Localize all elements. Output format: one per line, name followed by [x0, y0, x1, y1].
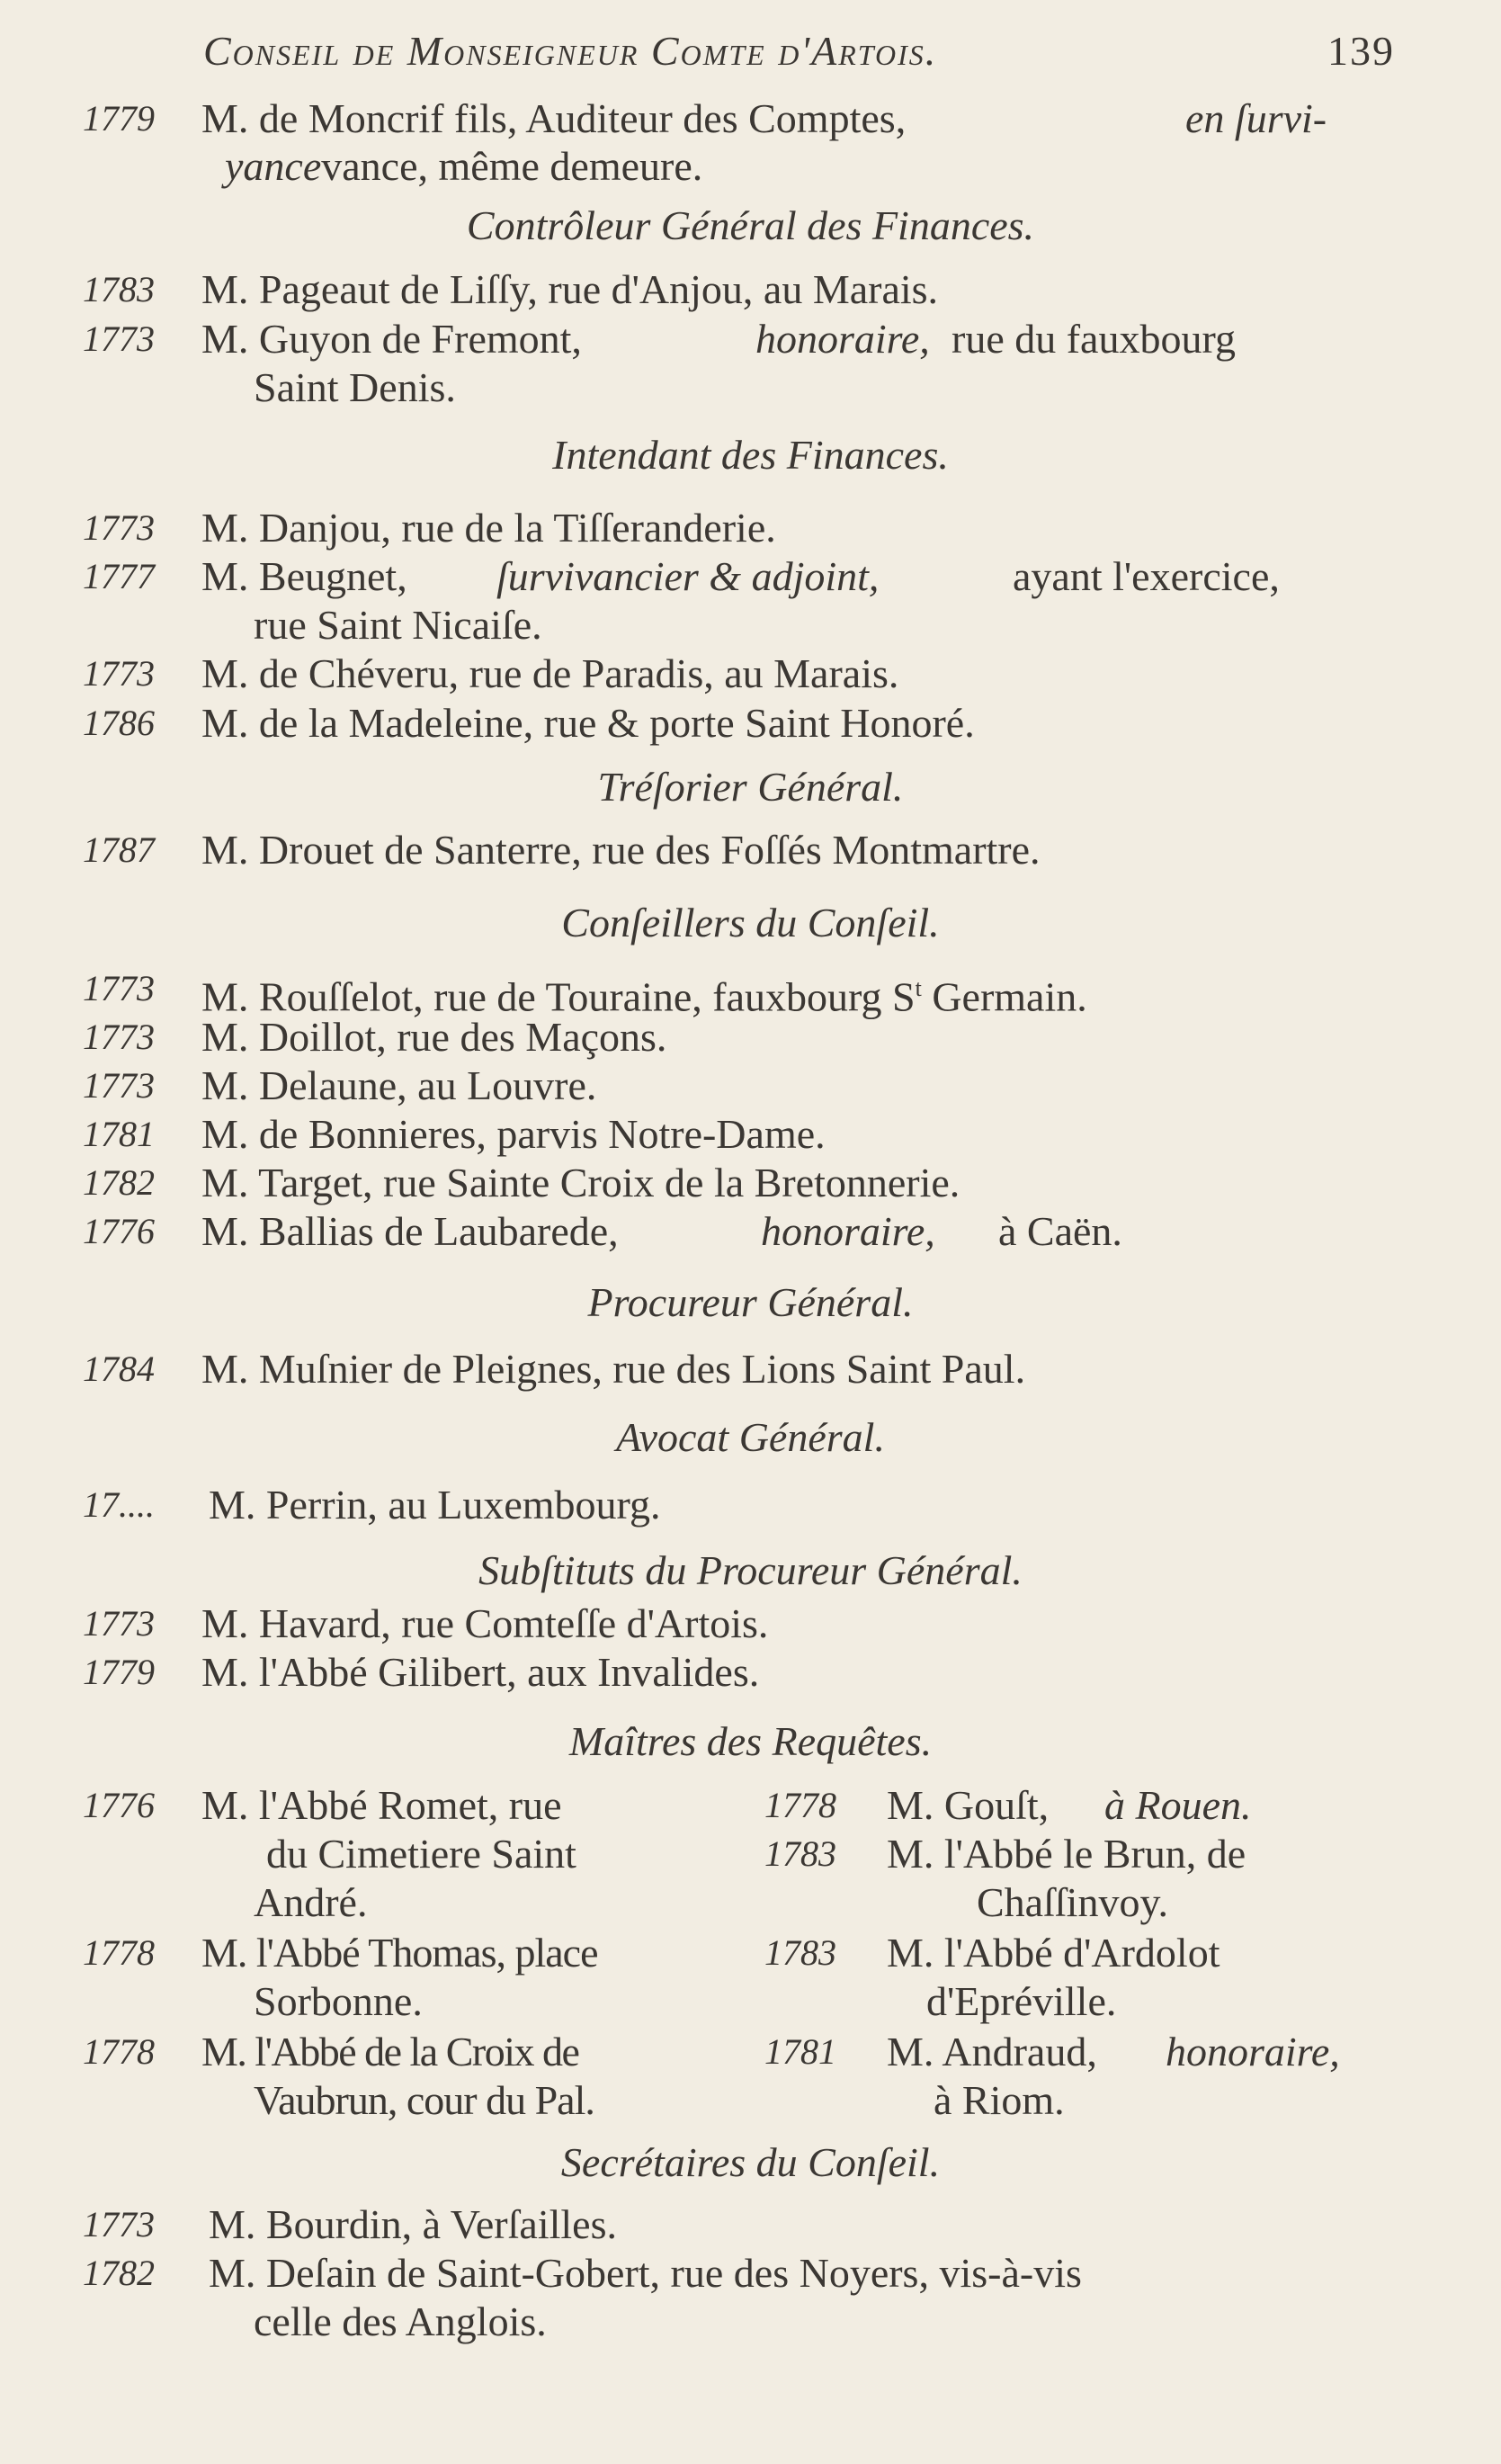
entry-year: 1777 [83, 556, 155, 596]
entry-text: M. Drouet de Santerre, rue des Foſſés Montmartre. [201, 827, 1041, 873]
entry-text: M. de Bonnieres, parvis Notre-Dame. [201, 1111, 826, 1157]
entry-text: M. Doillot, rue des Maçons. [201, 1014, 667, 1060]
list-item [0, 699, 1501, 748]
entry-year: 1782 [83, 2253, 155, 2293]
list-item [764, 2028, 1448, 2076]
entry-text: M. Danjou, rue de la Tiſſeranderie. [201, 505, 776, 551]
list-item [0, 552, 1501, 601]
entry-year: 1783 [83, 269, 155, 309]
entry-text: M. l'Abbé de la Croix de [201, 2029, 579, 2074]
entry-text: M. Andraud, [887, 2029, 1097, 2074]
running-head [203, 27, 1395, 85]
entry-italic: honoraire, [1166, 2029, 1340, 2074]
entry-year: 1782 [83, 1162, 155, 1203]
entry-continuation: celle des Anglois. [254, 2298, 547, 2344]
entry-continuation: Saint Denis. [254, 364, 456, 410]
entry-italic: ſurvivancier & adjoint, [496, 553, 880, 599]
entry-text: M. Delaune, au Louvre. [201, 1062, 597, 1108]
list-item [0, 1345, 1501, 1393]
list-item [0, 650, 1501, 698]
entry-year: 1787 [83, 829, 155, 870]
list-item [0, 1207, 1501, 1256]
entry-text: M. de Moncrif fils, Auditeur des Comptes, [201, 95, 907, 141]
list-item [0, 1013, 1501, 1062]
entry-text: M. de Chéveru, rue de Paradis, au Marais. [201, 650, 899, 696]
entry-italic: en ſurvi- [1185, 95, 1327, 141]
list-item [0, 1648, 1501, 1697]
list-item [0, 964, 1501, 1020]
entry-year: 1781 [83, 1114, 155, 1154]
entry-text: M. Deſain de Saint-Gobert, rue des Noyers, vis-à-vis [209, 2250, 1082, 2296]
entry-text: M. Ballias de Laubarede, [201, 1208, 619, 1254]
entry-continuation: Sorbonne. [254, 1978, 423, 2024]
list-item [0, 1062, 1501, 1110]
list-item [0, 504, 1501, 552]
list-item [0, 2028, 737, 2076]
entry-text: M. Pageaut de Liſſy, rue d'Anjou, au Marais. [201, 266, 939, 312]
entry-year: 1773 [83, 1065, 155, 1106]
entry-year: 1779 [83, 98, 155, 139]
list-item [0, 2200, 1501, 2249]
entry-year: 1778 [83, 2031, 155, 2072]
entry-text: M. Muſnier de Pleignes, rue des Lions Saint Paul. [201, 1346, 1026, 1392]
entry-text: M. l'Abbé Thomas, place [201, 1930, 598, 1976]
entry-text: M. Beugnet, [201, 553, 407, 599]
entry-year: 1778 [83, 1932, 155, 1973]
entry-year: 1781 [764, 2031, 836, 2072]
entry-italic: honoraire, [761, 1208, 935, 1254]
entry-text: à Caën. [998, 1208, 1122, 1254]
entry-continuation: André. [254, 1879, 368, 1925]
entry-year: 1773 [83, 318, 155, 359]
entry-year: 1776 [83, 1211, 155, 1251]
section-heading: Intendant des Finances. [552, 432, 949, 478]
section-heading: Maîtres des Requêtes. [568, 1718, 933, 1764]
entry-text: M. Rouſſelot, rue de Touraine, fauxbourg $S^t$ Germain. [201, 973, 1087, 1020]
entry-year: 1783 [764, 1932, 836, 1973]
entry-year: 1773 [83, 507, 155, 548]
list-item [0, 315, 1501, 363]
entry-text: M. Perrin, au Luxembourg. [209, 1482, 661, 1528]
entry-text: M. Target, rue Sainte Croix de la Bretonnerie. [201, 1160, 960, 1205]
list-item [764, 1830, 1448, 1878]
entry-italic: à Rouen. [1104, 1782, 1252, 1828]
entry-continuation: rue Saint Nicaiſe. [254, 602, 542, 648]
list-item [0, 1781, 737, 1830]
section-heading: Avocat Général. [616, 1414, 885, 1460]
list-item [0, 1159, 1501, 1207]
entry-continuation: yancevance, même demeure. [225, 143, 703, 189]
entry-continuation: du Cimetiere Saint [266, 1831, 576, 1877]
entry-year: 1773 [83, 2204, 155, 2244]
list-item [0, 94, 1501, 143]
page-number: 139 [1327, 28, 1395, 74]
entry-year: 1773 [83, 653, 155, 694]
entry-year: 17.... [83, 1484, 155, 1525]
entry-text: M. Gouſt, [887, 1782, 1050, 1828]
entry-year: 1784 [83, 1348, 155, 1389]
section-heading: Subſtituts du Procureur Général. [478, 1547, 1023, 1593]
entry-text: M. Guyon de Fremont, [201, 316, 582, 362]
entry-text: M. l'Abbé d'Ardolot [887, 1930, 1220, 1976]
list-item [0, 2249, 1501, 2298]
entry-year: 1773 [83, 1017, 155, 1057]
list-item [0, 826, 1501, 874]
section-heading: Contrôleur Général des Finances. [466, 202, 1035, 248]
entry-text: rue du fauxbourg [952, 316, 1236, 362]
entry-text: M. Bourdin, à Verſailles. [209, 2201, 617, 2247]
entry-text: ayant l'exercice, [1013, 553, 1280, 599]
entry-year: 1783 [764, 1833, 836, 1874]
section-heading: Secrétaires du Conſeil. [560, 2139, 941, 2185]
section-heading: Tréſorier Général. [597, 764, 904, 810]
entry-year: 1786 [83, 703, 155, 743]
list-item [0, 265, 1501, 314]
section-heading: Conſeillers du Conſeil. [561, 900, 940, 945]
entry-text: M. l'Abbé le Brun, de [887, 1831, 1246, 1877]
list-item [0, 1599, 1501, 1648]
entry-text: M. l'Abbé Gilibert, aux Invalides. [201, 1649, 760, 1695]
entry-year: 1773 [83, 968, 155, 1008]
entry-continuation: Vaubrun, cour du Pal. [254, 2077, 594, 2123]
list-item [0, 1929, 737, 1977]
running-head-title: Conseil de Monseigneur Comte d'Artois. [203, 28, 938, 74]
list-item [764, 1781, 1448, 1830]
entry-text: M. l'Abbé Romet, rue [201, 1782, 562, 1828]
list-item [764, 1929, 1448, 1977]
entry-year: 1778 [764, 1785, 836, 1825]
entry-continuation: à Riom. [934, 2077, 1065, 2123]
list-item [0, 1481, 1501, 1529]
section-heading: Procureur Général. [587, 1279, 914, 1325]
entry-text: M. Havard, rue Comteſſe d'Artois. [201, 1600, 769, 1646]
entry-year: 1776 [83, 1785, 155, 1825]
entry-italic: honoraire, [755, 316, 930, 362]
entry-year: 1779 [83, 1652, 155, 1692]
entry-year: 1773 [83, 1603, 155, 1644]
entry-text: M. de la Madeleine, rue & porte Saint Honoré. [201, 700, 975, 746]
entry-continuation: d'Epréville. [926, 1978, 1117, 2024]
list-item [0, 1110, 1501, 1159]
entry-continuation: Chaſſinvoy. [977, 1879, 1168, 1925]
